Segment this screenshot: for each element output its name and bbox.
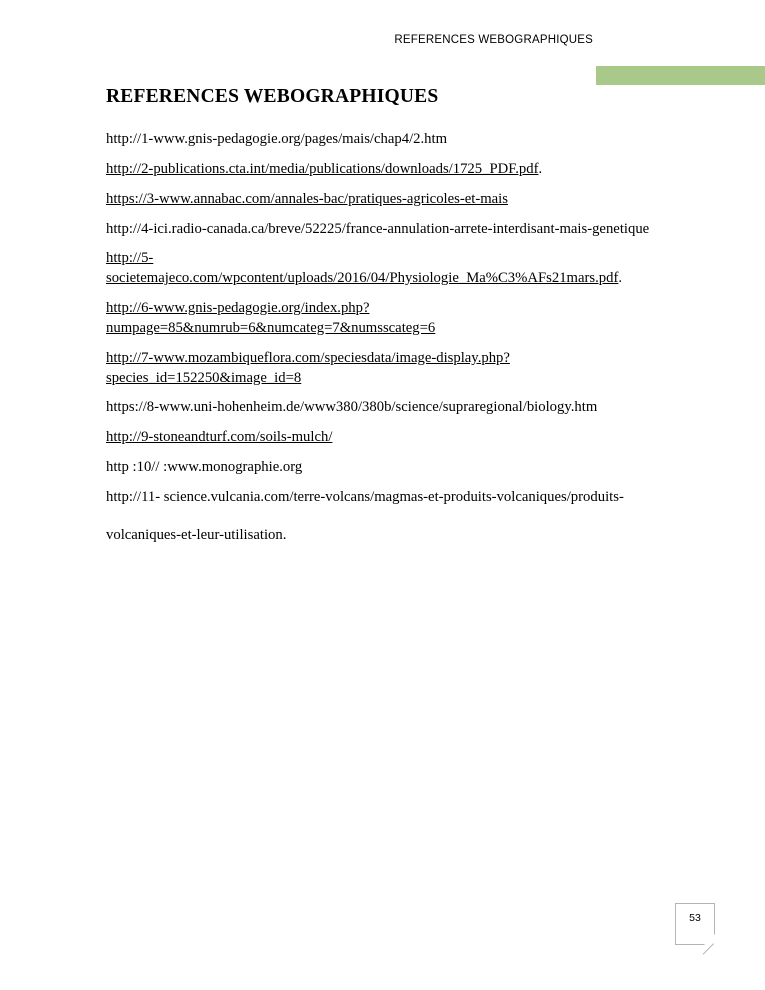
reference-item-4 xyxy=(106,220,666,240)
reference-item-10 xyxy=(106,458,666,478)
header-accent-bar xyxy=(596,66,765,85)
reference-url-1: http://1-www.gnis-pedagogie.org/pages/mais/chap4/2.htm xyxy=(106,131,448,147)
reference-url-5[interactable]: http://5-societemajeco.com/wpcontent/uploads/2016/04/Physiologie_Ma%C3%AFs21mars.pdf xyxy=(106,250,619,287)
page-title: REFERENCES WEBOGRAPHIQUES xyxy=(106,86,439,107)
reference-suffix-5: . xyxy=(618,270,623,287)
reference-item-8 xyxy=(106,398,666,418)
reference-item-1 xyxy=(106,130,666,150)
reference-url-8: https://8-www.uni-hohenheim.de/www380/380b/science/supraregional/biology.htm xyxy=(106,399,598,416)
reference-item-11-continuation: volcaniques-et-leur-utilisation. xyxy=(106,526,287,543)
reference-item-5 xyxy=(106,249,666,289)
reference-item-2 xyxy=(106,160,666,180)
running-header-title: REFERENCES WEBOGRAPHIQUES xyxy=(394,34,593,46)
reference-url-10: http :10// :www.monographie.org xyxy=(106,459,303,476)
reference-item-3 xyxy=(106,190,666,210)
document-body xyxy=(106,86,666,556)
reference-item-11 xyxy=(106,488,666,508)
page-number-box xyxy=(675,903,715,945)
reference-item-6 xyxy=(106,299,666,339)
reference-url-9[interactable]: http://9-stoneandturf.com/soils-mulch/ xyxy=(106,429,333,446)
reference-url-2[interactable]: http://2-publications.cta.int/media/publications/downloads/1725_PDF.pdf xyxy=(106,160,539,177)
page-number: 53 xyxy=(689,912,701,924)
reference-url-3[interactable]: https://3-www.annabac.com/annales-bac/pratiques-agricoles-et-mais xyxy=(106,190,508,207)
page-header xyxy=(0,32,765,54)
reference-url-7[interactable]: http://7-www.mozambiqueflora.com/speciesdata/image-display.php?species_id=152250&image_id=8 xyxy=(106,349,510,386)
reference-url-6[interactable]: http://6-www.gnis-pedagogie.org/index.php?numpage=85&numrub=6&numcateg=7&numsscateg=6 xyxy=(106,300,436,336)
reference-url-4: http://4-ici.radio-canada.ca/breve/52225/france-annulation-arrete-interdisant-mais-genetique xyxy=(106,220,650,237)
reference-item-7 xyxy=(106,349,666,389)
reference-url-11: http://11- science.vulcania.com/terre-volcans/magmas-et-produits-volcaniques/produits- xyxy=(106,488,624,505)
reference-item-9 xyxy=(106,428,666,448)
reference-suffix-2: . xyxy=(538,160,543,177)
